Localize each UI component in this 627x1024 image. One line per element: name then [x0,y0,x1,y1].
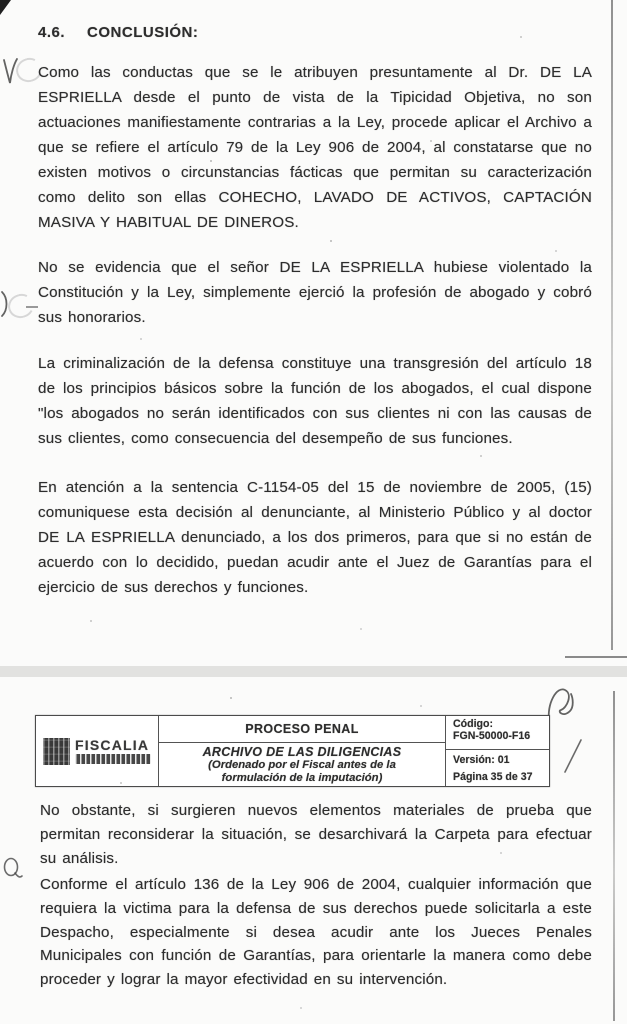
pen-dash-mark [26,306,38,308]
page-separator [0,666,627,677]
paragraph: En atención a la sentencia C-1154-05 del 15 de noviembre de 2005, (15) comuniquese esta decisión al denunciante, al Ministerio Público y al doctor DE LA ESPRIELLA denunciado, a los dos primeros, para que si no están de acuerdo con lo decidido, puedan acudir ante el Juez de Garantías para el ejercicio de sus derechos y funciones. [38,479,592,596]
scan-artifact-corner [0,0,11,15]
pen-squiggle-mark [543,680,598,775]
paragraph: Como las conductas que se le atribuyen presuntamente al Dr. DE LA ESPRIELLA desde el punto de vista de la Tipicidad Objetiva, no son actuaciones manifiestamente contrarias a la Ley, procede aplicar el Archivo a que se refiere el artículo 79 de la Ley 906 de 2004, al constatarse que no existen motivos o circunstancias fácticas que permitan su caracterización como delito son ellas COHECHO, LAVADO DE ACTIVOS, CAPTACIÓN MASIVA Y HABITUAL DE DINEROS. [38,64,592,231]
page-edge-scan-line [611,0,613,650]
form-process-title: PROCESO PENAL [159,716,445,743]
page-corner-line [565,656,627,658]
fiscalia-wordmark: FISCALIA [75,737,150,753]
paragraph: No se evidencia que el señor DE LA ESPRIELLA hubiese violentado la Constitución y la Ley, simplemente ejerció la profesión de abogado y cobró sus honorarios. [38,259,592,326]
form-header-table [35,715,550,787]
section-number: 4.6. [38,24,66,41]
scan-noise [0,677,2,679]
fiscalia-emblem-icon [43,738,70,765]
form-page-number: Página 35 de 37 [453,771,533,783]
paragraph: La criminalización de la defensa constituye una transgresión del artículo 18 de los principios básicos sobre la función de los abogados, el cual dispone "los abogados no serán identificados con sus clientes ni con las causas de sus clientes, como consecuencia del desempeño de sus funciones. [38,355,592,447]
document-page-2 [0,677,627,1024]
paragraph: Conforme el artículo 136 de la Ley 906 de 2004, cualquier información que requiera la victima para la defensa de sus derechos puede solicitarla a este Despacho, especialmente si desea acudir ante los Jueces Penales Municipales con función de Garantías, para orientarle la manera como debe proceder y lograr la mayor efectividad en su intervención. [40,876,592,989]
pen-circle-mark [2,857,24,883]
paragraph: No obstante, si surgieren nuevos elementos materiales de prueba que permitan reconsiderar la situación, se desarchivará la Carpeta para efectuar su análisis. [40,802,592,867]
form-document-title: ARCHIVO DE LAS DILIGENCIAS [202,745,402,759]
form-code-value: FGN-50000-F16 [453,729,531,742]
form-code-label: Código: [453,718,494,730]
form-version: Versión: 01 [453,754,510,766]
fiscalia-banner-icon [75,754,151,764]
fiscalia-logo [36,716,159,786]
section-heading [38,24,198,41]
section-title: CONCLUSIÓN: [87,24,199,41]
scan-noise [0,0,2,2]
form-document-subtitle: (Ordenado por el Fiscal antes de la formulación de la imputación) [208,759,396,784]
page-edge-scan-line [613,691,615,1021]
